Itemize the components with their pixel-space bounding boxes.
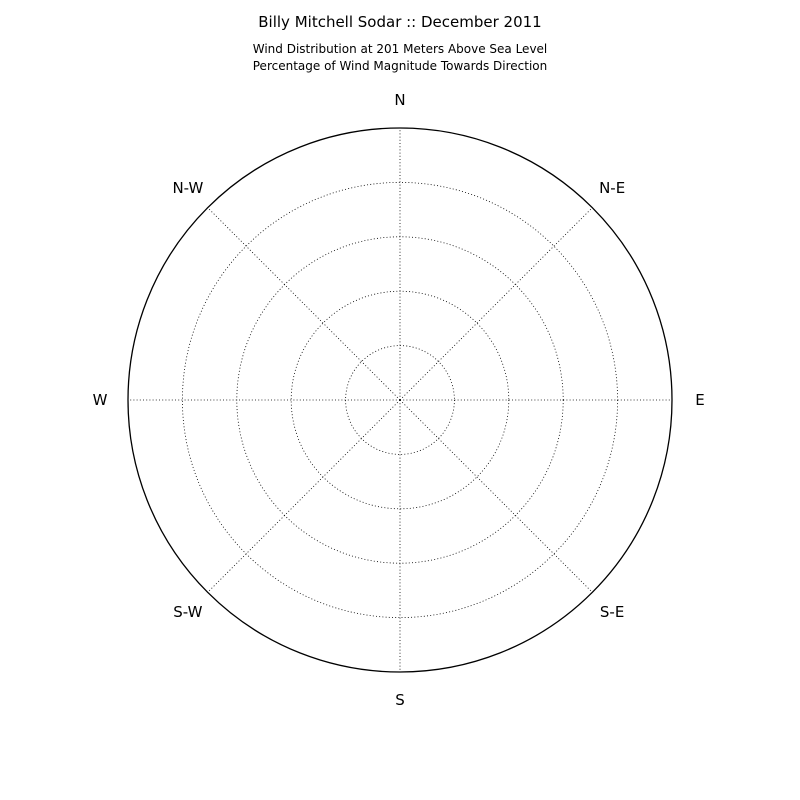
- polar-center-point: [399, 399, 401, 401]
- direction-labels: [93, 91, 705, 709]
- spoke-n-w: [208, 208, 400, 400]
- direction-label-n-e: N-E: [599, 178, 626, 197]
- direction-label-n: N: [394, 91, 406, 109]
- direction-label-e: E: [695, 391, 705, 409]
- direction-label-s: S: [395, 691, 405, 709]
- spoke-s-e: [400, 400, 592, 592]
- spoke-s-w: [208, 400, 400, 592]
- direction-label-s-w: S-W: [173, 603, 203, 622]
- spoke-n-e: [400, 208, 592, 400]
- subtitle-line-1: Wind Distribution at 201 Meters Above Sea Level: [252, 42, 548, 56]
- subtitle-line-2: Percentage of Wind Magnitude Towards Direction: [252, 59, 548, 73]
- direction-label-w: W: [92, 391, 108, 409]
- direction-label-s-e: S-E: [599, 603, 625, 622]
- chart-title: Billy Mitchell Sodar :: December 2011: [258, 13, 542, 31]
- direction-label-n-w: N-W: [172, 178, 204, 197]
